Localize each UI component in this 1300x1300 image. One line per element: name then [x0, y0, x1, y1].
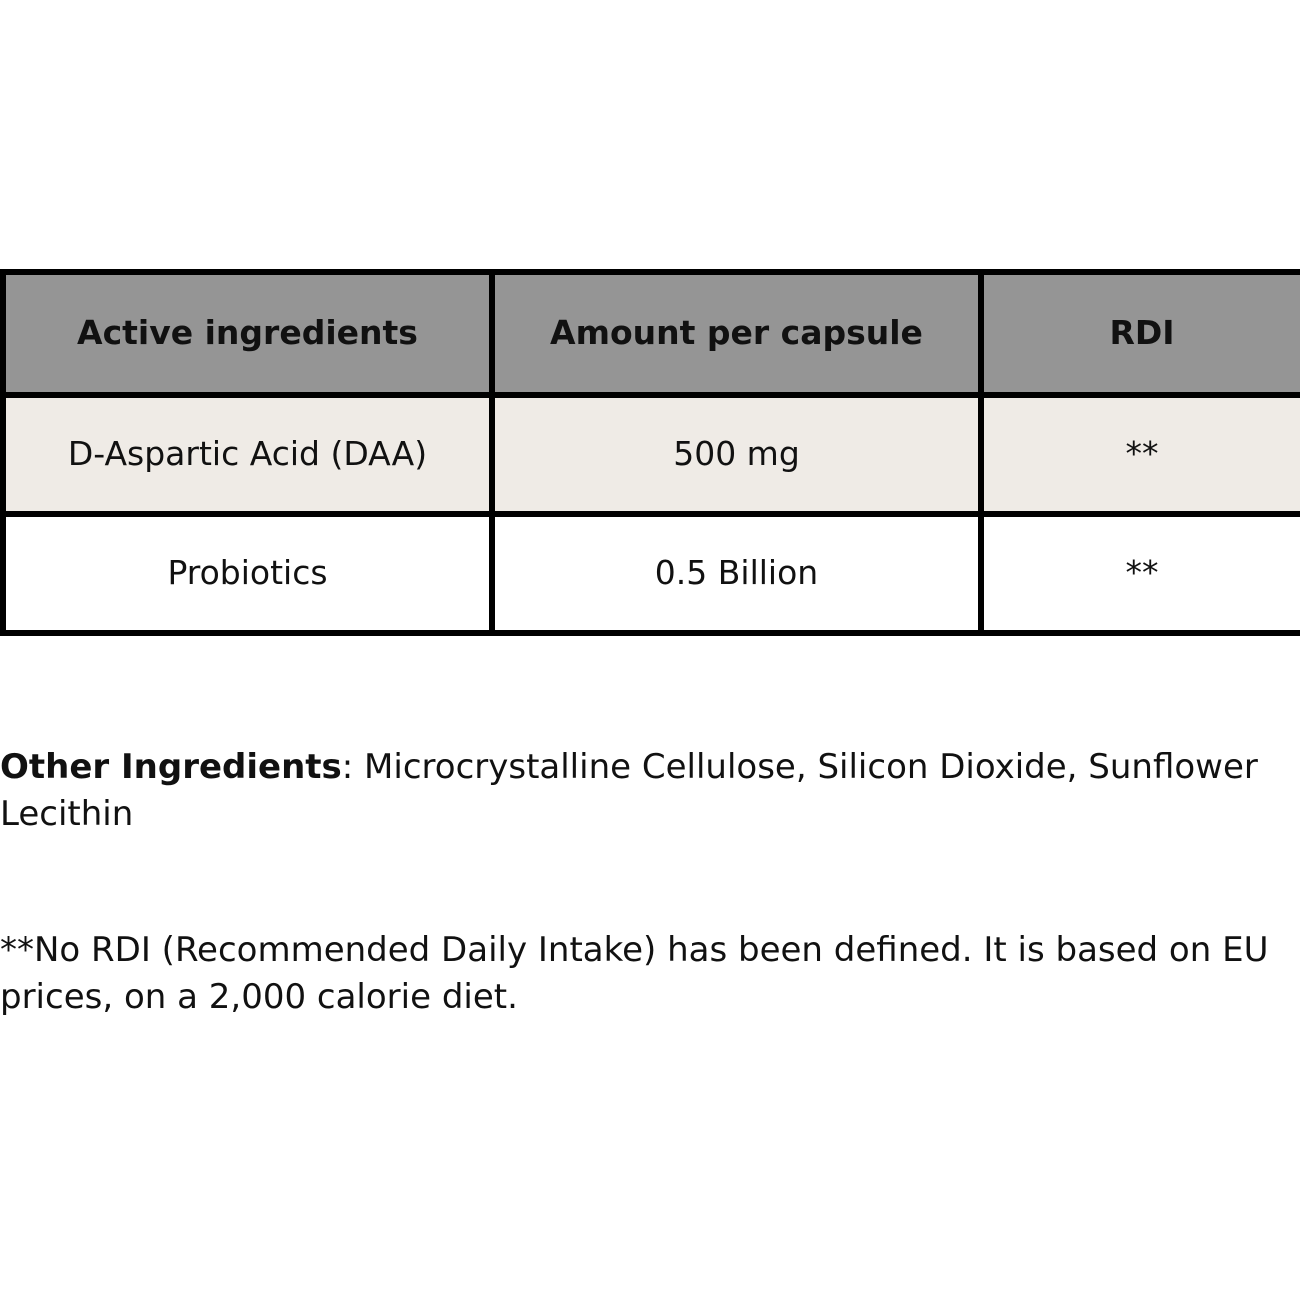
- other-ingredients: [0, 744, 1280, 838]
- header-active-ingredients: Active ingredients: [3, 272, 492, 395]
- rdi-footnote: **No RDI (Recommended Daily Intake) has been defined. It is based on EU prices, on a 2,000 calorie diet.: [0, 930, 1269, 1017]
- table-row: [3, 514, 1300, 633]
- other-ingredients-text: : Microcrystalline Cellulose, Silicon Dioxide, Sunflower Lecithin: [0, 747, 1258, 834]
- header-rdi: RDI: [981, 272, 1300, 395]
- ingredients-table-container: [0, 269, 1300, 636]
- other-ingredients-label: Other Ingredients: [0, 747, 342, 787]
- rdi-cell: **: [981, 514, 1300, 633]
- ingredient-cell: Probiotics: [3, 514, 492, 633]
- table-header-row: [3, 272, 1300, 395]
- ingredients-table: [0, 269, 1300, 636]
- amount-cell: 500 mg: [492, 395, 981, 514]
- ingredient-cell: D-Aspartic Acid (DAA): [3, 395, 492, 514]
- table-row: [3, 395, 1300, 514]
- amount-cell: 0.5 Billion: [492, 514, 981, 633]
- rdi-cell: **: [981, 395, 1300, 514]
- header-amount-per-capsule: Amount per capsule: [492, 272, 981, 395]
